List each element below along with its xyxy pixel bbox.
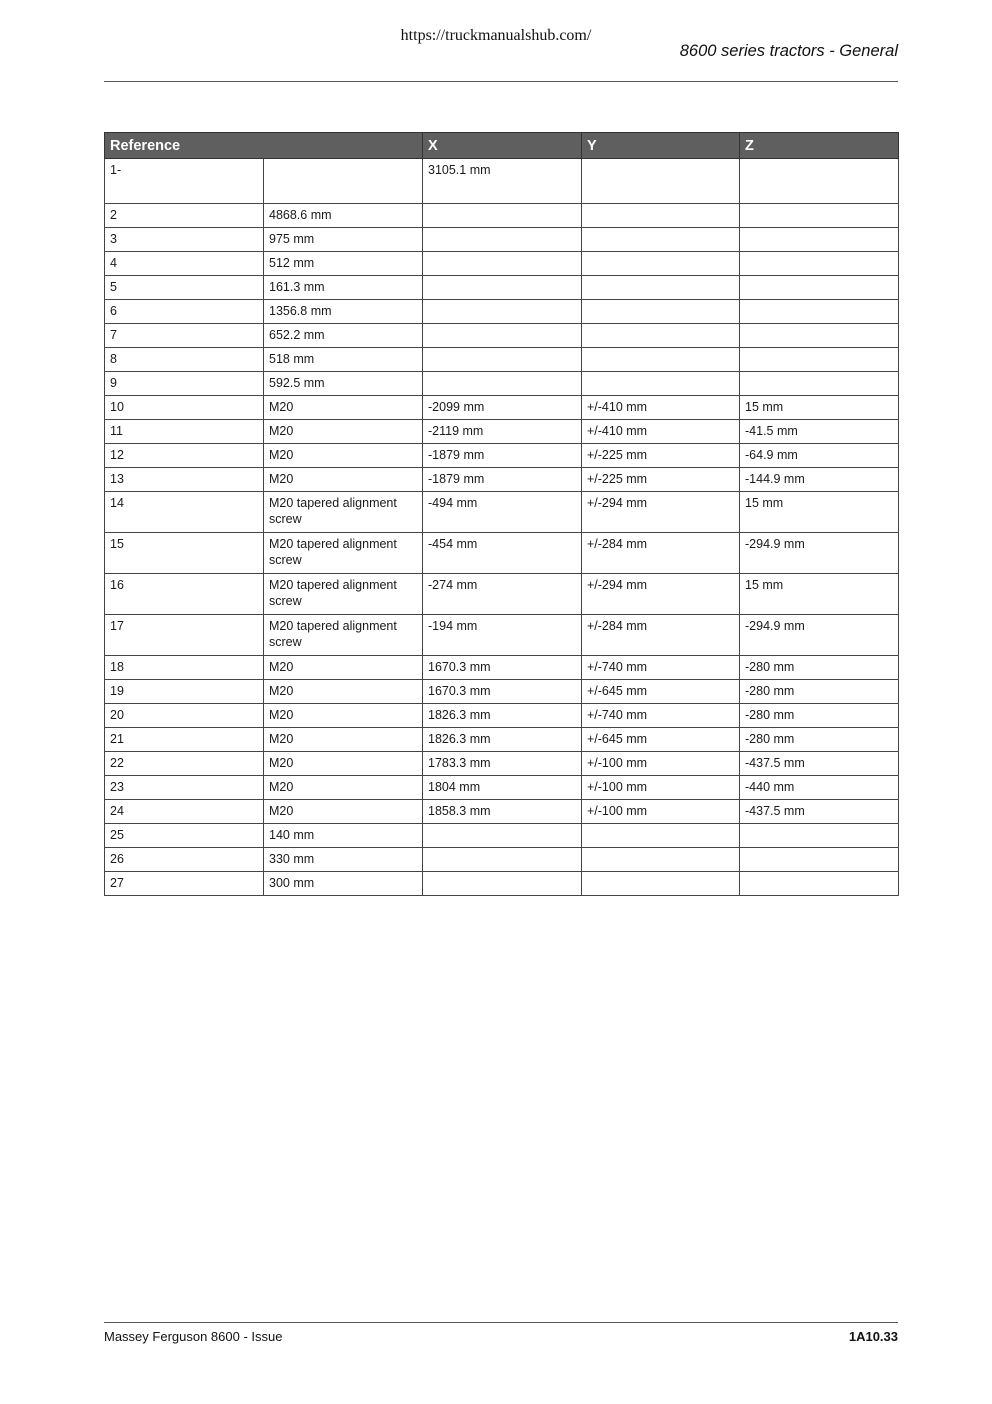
table-row (105, 574, 899, 615)
ref-number-cell: 6 (105, 300, 264, 324)
footer-manual-title: Massey Ferguson 8600 - Issue (104, 1329, 283, 1344)
ref-description-cell (264, 159, 423, 204)
ref-description-cell: M20 (264, 704, 423, 728)
x-value-cell: 1670.3 mm (423, 656, 582, 680)
x-value-cell (423, 276, 582, 300)
x-value-cell (423, 252, 582, 276)
y-value-cell: +/-225 mm (582, 444, 740, 468)
x-value-cell (423, 300, 582, 324)
y-value-cell: +/-410 mm (582, 420, 740, 444)
y-value-cell (582, 159, 740, 204)
table-row (105, 533, 899, 574)
z-value-cell: -440 mm (740, 776, 899, 800)
ref-description-cell: M20 (264, 680, 423, 704)
ref-description-cell: M20 (264, 420, 423, 444)
ref-number-cell: 14 (105, 492, 264, 533)
y-value-cell: +/-645 mm (582, 728, 740, 752)
table-row (105, 800, 899, 824)
x-value-cell: 1826.3 mm (423, 728, 582, 752)
z-value-cell: -144.9 mm (740, 468, 899, 492)
ref-number-cell: 9 (105, 372, 264, 396)
ref-description-cell: 300 mm (264, 872, 423, 896)
header-divider (104, 81, 898, 82)
z-value-cell: -280 mm (740, 704, 899, 728)
x-value-cell (423, 848, 582, 872)
y-value-cell (582, 276, 740, 300)
y-value-cell: +/-100 mm (582, 776, 740, 800)
z-value-cell (740, 228, 899, 252)
x-value-cell (423, 872, 582, 896)
ref-number-cell: 3 (105, 228, 264, 252)
y-value-cell (582, 348, 740, 372)
column-header-x: X (423, 133, 582, 159)
table-row (105, 468, 899, 492)
ref-number-cell: 25 (105, 824, 264, 848)
x-value-cell: -274 mm (423, 574, 582, 615)
y-value-cell: +/-740 mm (582, 656, 740, 680)
table-row (105, 159, 899, 204)
ref-description-cell: M20 (264, 752, 423, 776)
z-value-cell (740, 348, 899, 372)
table-row (105, 656, 899, 680)
y-value-cell: +/-284 mm (582, 533, 740, 574)
ref-description-cell: 518 mm (264, 348, 423, 372)
x-value-cell (423, 228, 582, 252)
table-row (105, 300, 899, 324)
ref-number-cell: 10 (105, 396, 264, 420)
x-value-cell: 3105.1 mm (423, 159, 582, 204)
x-value-cell (423, 372, 582, 396)
z-value-cell: -437.5 mm (740, 752, 899, 776)
ref-description-cell: M20 (264, 444, 423, 468)
y-value-cell: +/-100 mm (582, 800, 740, 824)
table-row (105, 492, 899, 533)
table-row (105, 372, 899, 396)
y-value-cell: +/-740 mm (582, 704, 740, 728)
ref-description-cell: M20 (264, 396, 423, 420)
y-value-cell: +/-294 mm (582, 492, 740, 533)
ref-description-cell: M20 tapered alignment screw (264, 492, 423, 533)
table-row (105, 872, 899, 896)
z-value-cell (740, 276, 899, 300)
x-value-cell: -494 mm (423, 492, 582, 533)
ref-description-cell: 975 mm (264, 228, 423, 252)
ref-description-cell: 161.3 mm (264, 276, 423, 300)
x-value-cell: -2099 mm (423, 396, 582, 420)
ref-description-cell: M20 tapered alignment screw (264, 574, 423, 615)
table-row (105, 420, 899, 444)
z-value-cell (740, 159, 899, 204)
ref-description-cell: M20 (264, 800, 423, 824)
ref-number-cell: 2 (105, 204, 264, 228)
ref-number-cell: 1- (105, 159, 264, 204)
footer-page-number: 1A10.33 (848, 1329, 898, 1344)
table-row (105, 324, 899, 348)
ref-description-cell: M20 tapered alignment screw (264, 615, 423, 656)
reference-table (104, 132, 899, 896)
ref-number-cell: 16 (105, 574, 264, 615)
ref-number-cell: 13 (105, 468, 264, 492)
y-value-cell (582, 848, 740, 872)
column-header-z: Z (740, 133, 899, 159)
z-value-cell: -437.5 mm (740, 800, 899, 824)
z-value-cell (740, 324, 899, 348)
table-row (105, 228, 899, 252)
ref-description-cell: M20 (264, 776, 423, 800)
table-row (105, 615, 899, 656)
table-header-row (105, 133, 899, 159)
ref-description-cell: M20 (264, 468, 423, 492)
ref-description-cell: M20 (264, 728, 423, 752)
y-value-cell: +/-284 mm (582, 615, 740, 656)
x-value-cell: -1879 mm (423, 468, 582, 492)
ref-description-cell: 1356.8 mm (264, 300, 423, 324)
column-header-reference: Reference (105, 133, 423, 159)
x-value-cell: -2119 mm (423, 420, 582, 444)
ref-description-cell: 4868.6 mm (264, 204, 423, 228)
table-row (105, 276, 899, 300)
z-value-cell: 15 mm (740, 574, 899, 615)
table-row (105, 728, 899, 752)
y-value-cell (582, 872, 740, 896)
ref-number-cell: 18 (105, 656, 264, 680)
y-value-cell: +/-225 mm (582, 468, 740, 492)
ref-number-cell: 5 (105, 276, 264, 300)
y-value-cell (582, 252, 740, 276)
y-value-cell (582, 824, 740, 848)
table-row (105, 204, 899, 228)
x-value-cell: 1858.3 mm (423, 800, 582, 824)
x-value-cell: -1879 mm (423, 444, 582, 468)
footer-divider (104, 1322, 898, 1323)
ref-number-cell: 22 (105, 752, 264, 776)
z-value-cell: -280 mm (740, 656, 899, 680)
ref-number-cell: 21 (105, 728, 264, 752)
ref-number-cell: 17 (105, 615, 264, 656)
y-value-cell (582, 300, 740, 324)
x-value-cell (423, 324, 582, 348)
ref-number-cell: 20 (105, 704, 264, 728)
table-row (105, 252, 899, 276)
z-value-cell (740, 300, 899, 324)
z-value-cell (740, 372, 899, 396)
z-value-cell: 15 mm (740, 396, 899, 420)
table-row (105, 824, 899, 848)
y-value-cell (582, 324, 740, 348)
table-row (105, 704, 899, 728)
x-value-cell (423, 204, 582, 228)
x-value-cell: 1826.3 mm (423, 704, 582, 728)
ref-number-cell: 7 (105, 324, 264, 348)
z-value-cell: 15 mm (740, 492, 899, 533)
ref-number-cell: 19 (105, 680, 264, 704)
ref-description-cell: 330 mm (264, 848, 423, 872)
z-value-cell: -280 mm (740, 680, 899, 704)
ref-number-cell: 8 (105, 348, 264, 372)
table-body (105, 159, 899, 896)
y-value-cell: +/-100 mm (582, 752, 740, 776)
z-value-cell (740, 824, 899, 848)
ref-number-cell: 15 (105, 533, 264, 574)
ref-description-cell: 140 mm (264, 824, 423, 848)
z-value-cell (740, 252, 899, 276)
z-value-cell: -41.5 mm (740, 420, 899, 444)
ref-number-cell: 11 (105, 420, 264, 444)
ref-number-cell: 12 (105, 444, 264, 468)
ref-description-cell: 592.5 mm (264, 372, 423, 396)
z-value-cell (740, 872, 899, 896)
x-value-cell: 1670.3 mm (423, 680, 582, 704)
table-row (105, 396, 899, 420)
z-value-cell (740, 848, 899, 872)
ref-description-cell: M20 (264, 656, 423, 680)
ref-description-cell: 512 mm (264, 252, 423, 276)
column-header-y: Y (582, 133, 740, 159)
ref-number-cell: 27 (105, 872, 264, 896)
z-value-cell: -64.9 mm (740, 444, 899, 468)
ref-description-cell: M20 tapered alignment screw (264, 533, 423, 574)
x-value-cell (423, 348, 582, 372)
z-value-cell (740, 204, 899, 228)
y-value-cell (582, 228, 740, 252)
z-value-cell: -280 mm (740, 728, 899, 752)
y-value-cell: +/-410 mm (582, 396, 740, 420)
ref-number-cell: 23 (105, 776, 264, 800)
x-value-cell: 1804 mm (423, 776, 582, 800)
ref-description-cell: 652.2 mm (264, 324, 423, 348)
y-value-cell (582, 204, 740, 228)
z-value-cell: -294.9 mm (740, 533, 899, 574)
x-value-cell: -194 mm (423, 615, 582, 656)
table-row (105, 680, 899, 704)
x-value-cell: 1783.3 mm (423, 752, 582, 776)
table-row (105, 444, 899, 468)
y-value-cell (582, 372, 740, 396)
z-value-cell: -294.9 mm (740, 615, 899, 656)
source-url: https://truckmanualshub.com/ (400, 27, 592, 44)
ref-number-cell: 24 (105, 800, 264, 824)
table-row (105, 348, 899, 372)
table-row (105, 752, 899, 776)
y-value-cell: +/-294 mm (582, 574, 740, 615)
table-row (105, 776, 899, 800)
ref-number-cell: 26 (105, 848, 264, 872)
x-value-cell (423, 824, 582, 848)
table-row (105, 848, 899, 872)
x-value-cell: -454 mm (423, 533, 582, 574)
ref-number-cell: 4 (105, 252, 264, 276)
y-value-cell: +/-645 mm (582, 680, 740, 704)
page-header-title: 8600 series tractors - General (679, 42, 898, 60)
